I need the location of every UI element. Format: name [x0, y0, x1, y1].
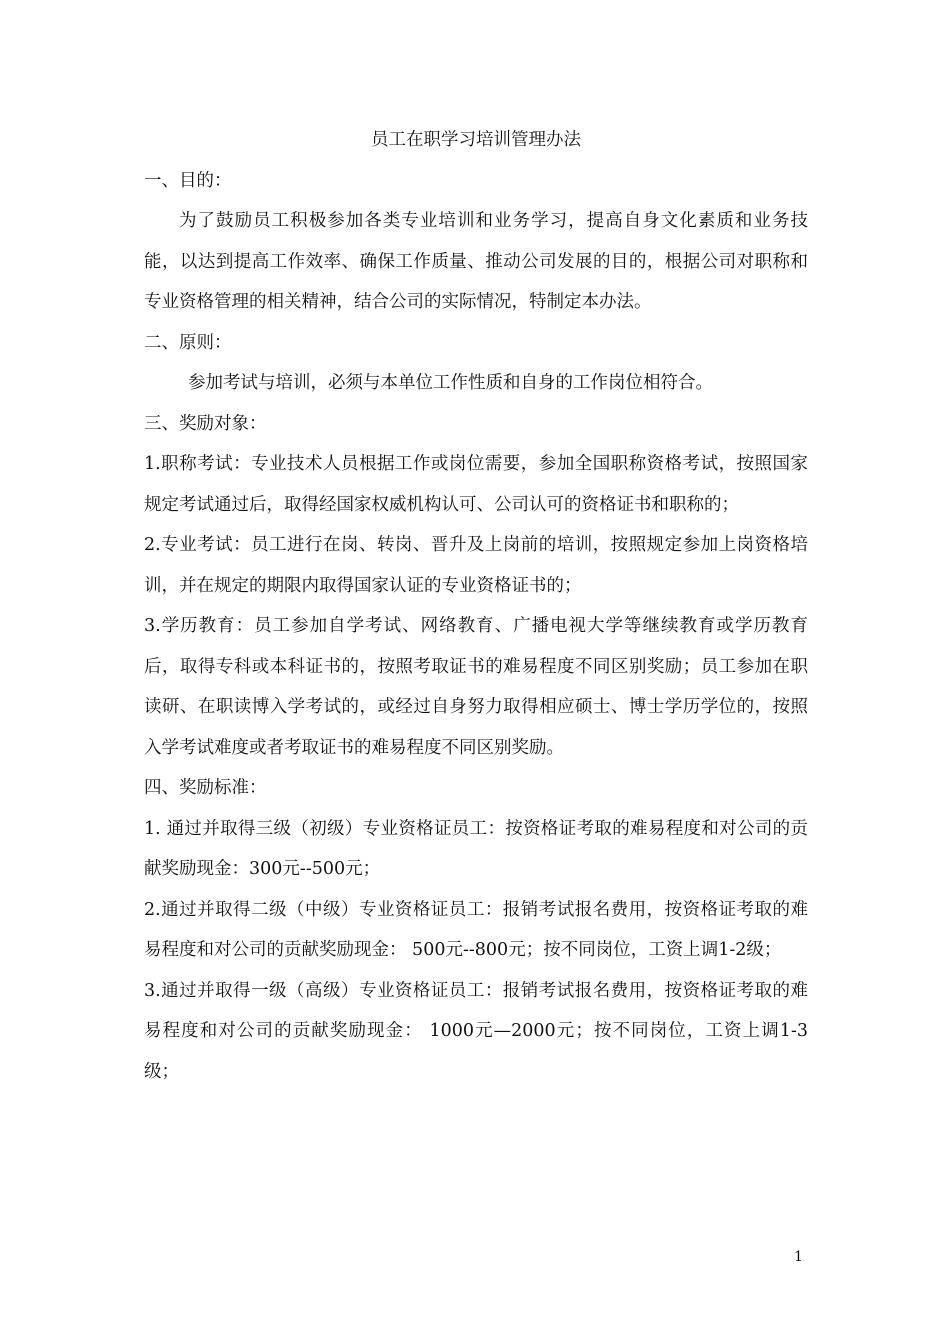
principle-paragraph: 参加考试与培训，必须与本单位工作性质和自身的工作岗位相符合。 [188, 373, 713, 393]
document-title: 员工在职学习培训管理办法 [371, 130, 581, 150]
section-heading-principle: 二、原则： [144, 332, 232, 353]
reward-standard-item-2: 2.通过并取得二级（中级）专业资格证员工：报销考试报名费用，按资格证考取的难易程度和对公司的贡献奖励现金： 500元--800元；按不同岗位，工资上调1-2级； [144, 899, 808, 960]
reward-standard-item-1: 1. 通过并取得三级（初级）专业资格证员工：按资格证考取的难易程度和对公司的贡献奖励现金：300元--500元； [144, 818, 808, 879]
section-heading-reward-standard: 四、奖励标准： [144, 778, 267, 798]
document-body [144, 120, 808, 1092]
section-heading-reward-target: 三、奖励对象： [144, 413, 267, 434]
purpose-paragraph: 为了鼓励员工积极参加各类专业培训和业务学习，提高自身文化素质和业务技能，以达到提高工作效率、确保工作质量、推动公司发展的目的，根据公司对职称和专业资格管理的相关精神，结合公司的实际情况，特制定本办法。 [144, 211, 808, 312]
reward-target-item-1: 1.职称考试：专业技术人员根据工作或岗位需要，参加全国职称资格考试，按照国家规定考试通过后，取得经国家权威机构认可、公司认可的资格证书和职称的； [144, 454, 808, 515]
section-heading-purpose: 一、目的： [144, 170, 232, 191]
reward-target-item-2: 2.专业考试：员工进行在岗、转岗、晋升及上岗前的培训，按照规定参加上岗资格培训，并在规定的期限内取得国家认证的专业资格证书的； [144, 535, 808, 596]
page-number: 1 [794, 1249, 803, 1265]
reward-standard-item-3: 3.通过并取得一级（高级）专业资格证员工：报销考试报名费用，按资格证考取的难易程度和对公司的贡献奖励现金： 1000元—2000元；按不同岗位，工资上调1-3级； [144, 980, 808, 1082]
reward-target-item-3: 3.学历教育：员工参加自学考试、网络教育、广播电视大学等继续教育或学历教育后，取得专科或本科证书的，按照考取证书的难易程度不同区别奖励；员工参加在职读研、在职读博入学考试的，或经过自身努力取得相应硕士、博士学历学位的，按照入学考试难度或者考取证书的难易程度不同区别奖励。 [144, 616, 808, 758]
